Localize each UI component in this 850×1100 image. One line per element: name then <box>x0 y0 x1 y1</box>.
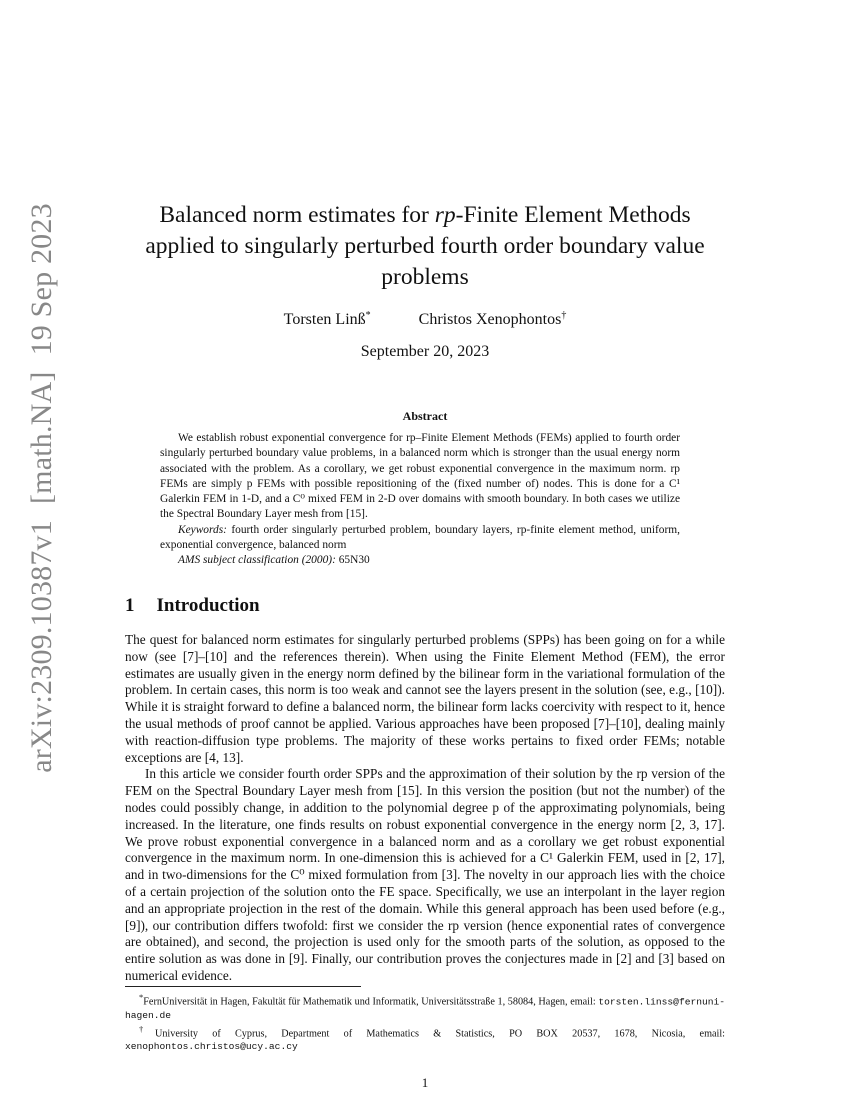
footnote <box>125 991 725 1022</box>
footnote-divider <box>125 986 361 987</box>
title-part-2: -Finite Element Methods applied to singularly perturbed fourth order boundary value problems <box>145 202 705 290</box>
paper-title <box>125 200 725 293</box>
footnote-mark: † <box>139 1023 155 1034</box>
author-1-mark: * <box>365 310 371 321</box>
arxiv-category: [math.NA] <box>25 371 58 505</box>
footnote <box>125 1023 725 1054</box>
author-2-name: Christos Xenophontos <box>418 311 562 329</box>
title-part-1: Balanced norm estimates for <box>159 202 435 228</box>
ams-code: 65N30 <box>338 554 370 567</box>
author-2-mark: † <box>561 310 567 321</box>
footnote-email[interactable]: torsten.linss@fernuni-hagen.de <box>125 996 726 1021</box>
author-1 <box>284 310 371 329</box>
author-2 <box>419 310 567 329</box>
arxiv-date: 19 Sep 2023 <box>25 203 58 356</box>
introduction-body <box>125 632 725 985</box>
section-number: 1 <box>125 595 135 616</box>
paragraph: In this article we consider fourth order SPPs and the approximation of their solution by the rp version of the FEM on the Spectral Boundary Layer mesh from [15]. In this version the position (but not the number) of the nodes could possibly change, in addition to the polynomial degree p of the approximating polynomials, being increased. In the literature, one finds results on robust exponential convergence in the energy norm [2, 3, 17]. We prove robust exponential convergence in a balanced norm and as a corollary we get robust exponential convergence in the maximum norm. In one-dimension this is achieved for a C¹ Galerkin FEM, used in [2, 17], and in two-dimensions for the C⁰ mixed formulation from [3]. The novelty in our approach lies with the choice of a certain projection of the solution onto the FE space. Specifically, we use an interpolant in the layer region and an appropriate projection in the rest of the domain. While this general approach has been used before (e.g., [9]), our contribution differs twofold: first we consider the rp version (hence exponential rates of convergence are obtained), and second, the projection is used only for the smooth parts of the solution, as opposed to the entire solution as was done in [9]. Finally, our contribution proves the conjectures made in [2] and [3] based on numerical evidence. <box>125 766 725 983</box>
ams-label: AMS subject classification (2000): <box>178 554 336 567</box>
keywords-text: fourth order singularly perturbed problem, boundary layers, rp-finite element method, uniform, exponential convergence, balanced norm <box>160 523 680 552</box>
title-rp: rp <box>434 202 456 228</box>
paragraph: The quest for balanced norm estimates for singularly perturbed problems (SPPs) has been going on for a while now (see [7]–[10] and the references therein). When using the Finite Element Method (FEM), the error estimates are usually given in the energy norm defined by the bilinear form in the variational formulation of the problem. In certain cases, this norm is too weak and cannot see the layers present in the solution (see, e.g., [10]). While it is straight forward to define a balanced norm, the bilinear form lacks coercivity with respect to it, hence the usual methods of proof cannot be applied. Various approaches have been proposed [7]–[10], dealing mainly with reaction-diffusion type problems. The majority of these works pertains to fixed order FEMs; notable exceptions are [4, 13]. <box>125 632 725 765</box>
abstract-block <box>160 431 680 569</box>
arxiv-identifier-stamp <box>25 187 59 773</box>
author-list <box>125 310 725 329</box>
footnote-text: University of Cyprus, Department of Mathematics & Statistics, PO BOX 20537, 1678, Nicosia, email: <box>154 1028 726 1040</box>
section-heading <box>125 595 260 617</box>
keywords-line <box>160 523 680 554</box>
ams-line <box>160 553 680 568</box>
author-1-name: Torsten Linß <box>283 311 366 329</box>
section-title: Introduction <box>156 595 260 616</box>
footnote-email[interactable]: xenophontos.christos@ucy.ac.cy <box>125 1041 298 1053</box>
keywords-label: Keywords: <box>178 523 227 536</box>
page-number: 1 <box>421 1075 429 1090</box>
footnote-text: FernUniversität in Hagen, Fakultät für Mathematik und Informatik, Universitätsstraße 1, 58084, Hagen, email: <box>143 996 596 1008</box>
abstract-body: We establish robust exponential convergence for rp–Finite Element Methods (FEMs) applied to fourth order singularly perturbed boundary value problems, in a balanced norm which is stronger than the usual energy norm associated with the problem. As a corollary, we get robust exponential convergence in the maximum norm. rp FEMs are simply p FEMs with possible repositioning of the (fixed number of) nodes. This is done for a C¹ Galerkin FEM in 1-D, and a C⁰ mixed FEM in 2-D over domains with smooth boundary. In both cases we utilize the Spectral Boundary Layer mesh from [15]. <box>160 432 680 521</box>
footnote-mark: * <box>139 992 144 1002</box>
abstract-heading: Abstract <box>402 409 448 423</box>
arxiv-id: arXiv:2309.10387v1 <box>25 520 58 773</box>
paper-date: September 20, 2023 <box>360 343 490 360</box>
footnotes <box>125 991 725 1055</box>
